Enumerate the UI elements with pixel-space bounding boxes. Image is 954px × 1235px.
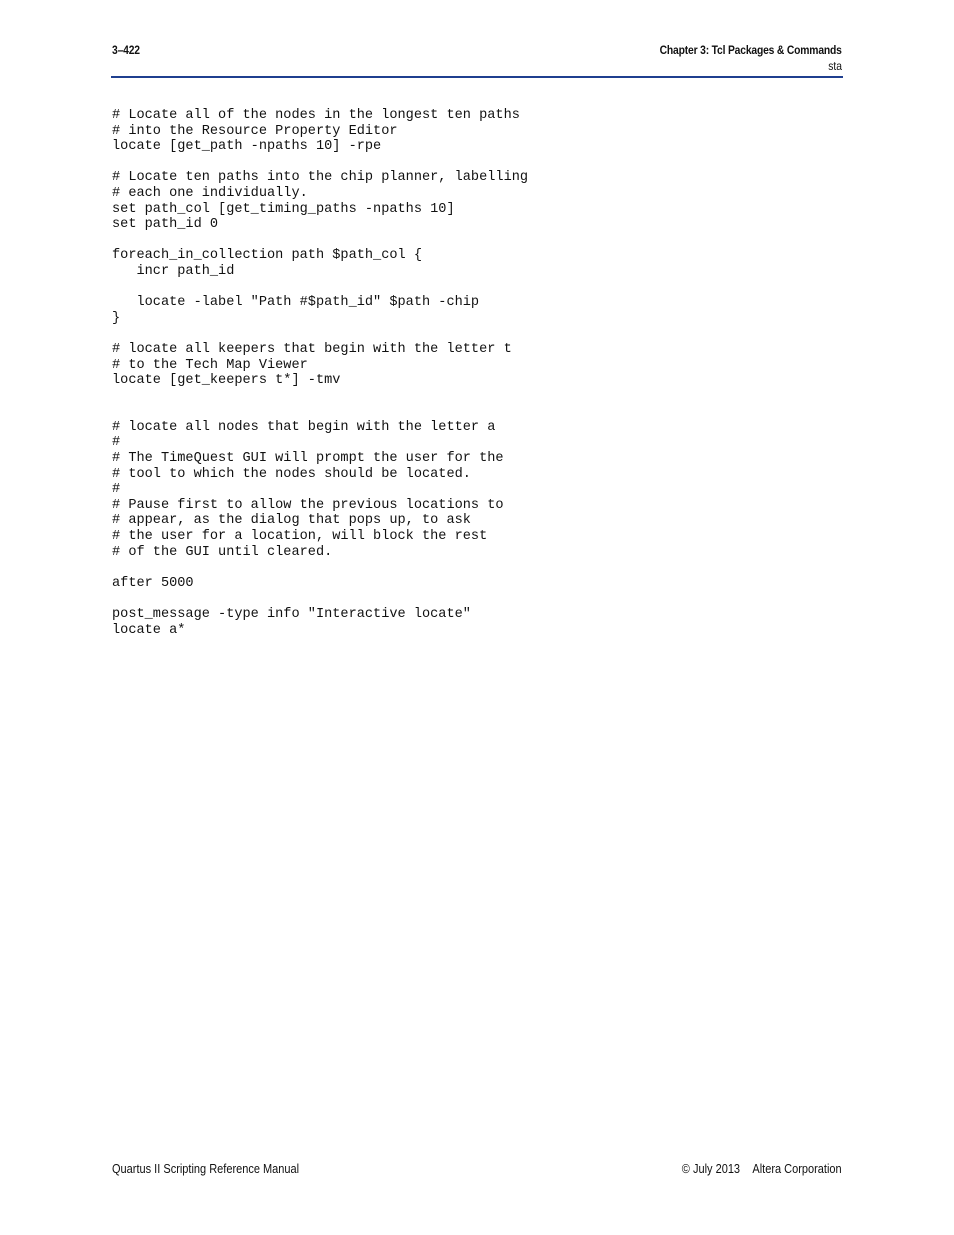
header-rule [111,76,843,78]
section-name: sta [828,59,842,73]
company-name: Altera Corporation [752,1162,842,1176]
footer-right [682,1162,842,1176]
code-example: # Locate all of the nodes in the longest ten paths # into the Resource Property Editor locate [get_path -npaths 10] -rpe # Locate ten paths into the chip planner, labelling # each one individually. set path_col [get_timing_paths -npaths 10] set path_id 0 foreach_in_collection path $path_col { incr path_id locate -label "Path #$path_id" $path -chip } # locate all keepers that begin with the letter t # to the Tech Map Viewer locate [get_keepers t*] -tmv # locate all nodes that begin with the letter a # # The TimeQuest GUI will prompt the user for the # tool to which the nodes should be located. # # Pause first to allow the previous locations to # appear, as the dialog that pops up, to ask # the user for a location, will block the rest # of the GUI until cleared. after 5000 post_message -type info "Interactive locate" locate a* [112,108,529,638]
page-number: 3–422 [112,43,140,57]
publication-date: © July 2013 [682,1162,741,1176]
chapter-title: Chapter 3: Tcl Packages & Commands [659,43,842,57]
manual-title: Quartus II Scripting Reference Manual [112,1162,300,1176]
